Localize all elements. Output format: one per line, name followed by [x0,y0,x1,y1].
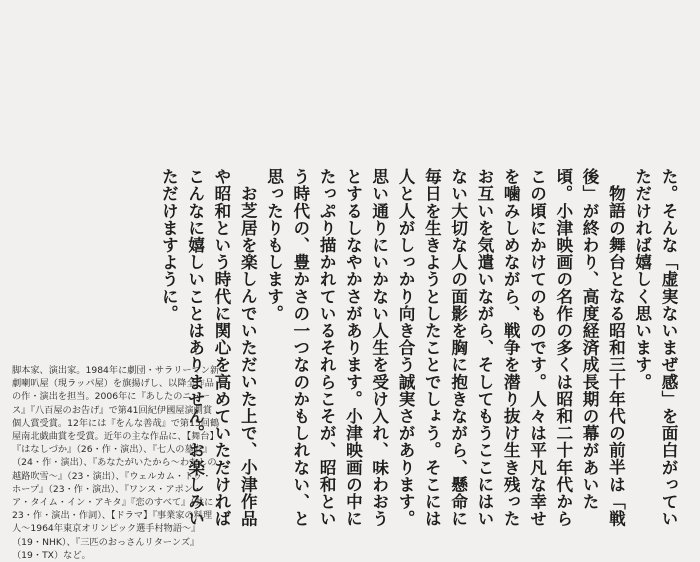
essay-paragraph-2: 物語の舞台となる昭和三十年代の前半は「戦後」が終わり、高度経済成長期の幕があいた頃。小津映画の名作の多くは昭和二十年代からこの頃にかけてのものです。人々は平凡な幸せを噛みしめながら、戦争を潜り抜け生き残ったお互いを気遣いながら、そしてもうここにはいない大切な人の面影を胸に抱きながら、懸命に毎日を生きようとしたことでしょう。そこには人と人がしっかり向き合う誠実さがあります。思い通りにいかない人生を受け入れ、味わおうとするしなやかさがあります。小津映画の中にたっぷり描かれているそれらこそが、昭和という時代の、豊かさの一つなのかもしれない、と思ったりもします。 [264,168,627,528]
author-profile: 脚本家、演出家。1984年に劇団・サラリーマン新劇喇叭屋（現ラッパ屋）を旗揚げし、以降全作品の作・演出を担当。2006年に『あしたのニュース』『八百屋のお告げ』で第41回紀伊國屋演劇賞個人賞受賞。12年には『をんな善哉』で第15回鶴屋南北戯曲賞を受賞。近年の主な作品に、【舞台】『はなしづか』（26・作・演出）、『七人の墓友』（24・作・演出）、『あなたがいたから～わたしの越路吹雪～』（23・演出）、『ウェルカム・トゥ・ホープ』（23・作・演出）、『ワンス・アポン・ア・タイム・イン・アキタ』『恋のすべて』（共に23・作・演出・作詞）、【ドラマ】『事業家の料理人～1964年東京オリンピック選手村物語～』（19・NHK）、『三匹のおっさんリターンズ』（19・TX）など。 [12,365,220,561]
essay-paragraph-1: た。そんな「虚実ないまぜ感」を面白がっていただければ嬉しく思います。 [632,168,679,528]
essay-paragraph-3: お芝居を楽しんでいただいた上で、小津作品や昭和という時代に関心を高めていただければこんなに嬉しいことはありません。お楽しみいただけますように。 [159,168,259,528]
essay-body [159,168,682,538]
